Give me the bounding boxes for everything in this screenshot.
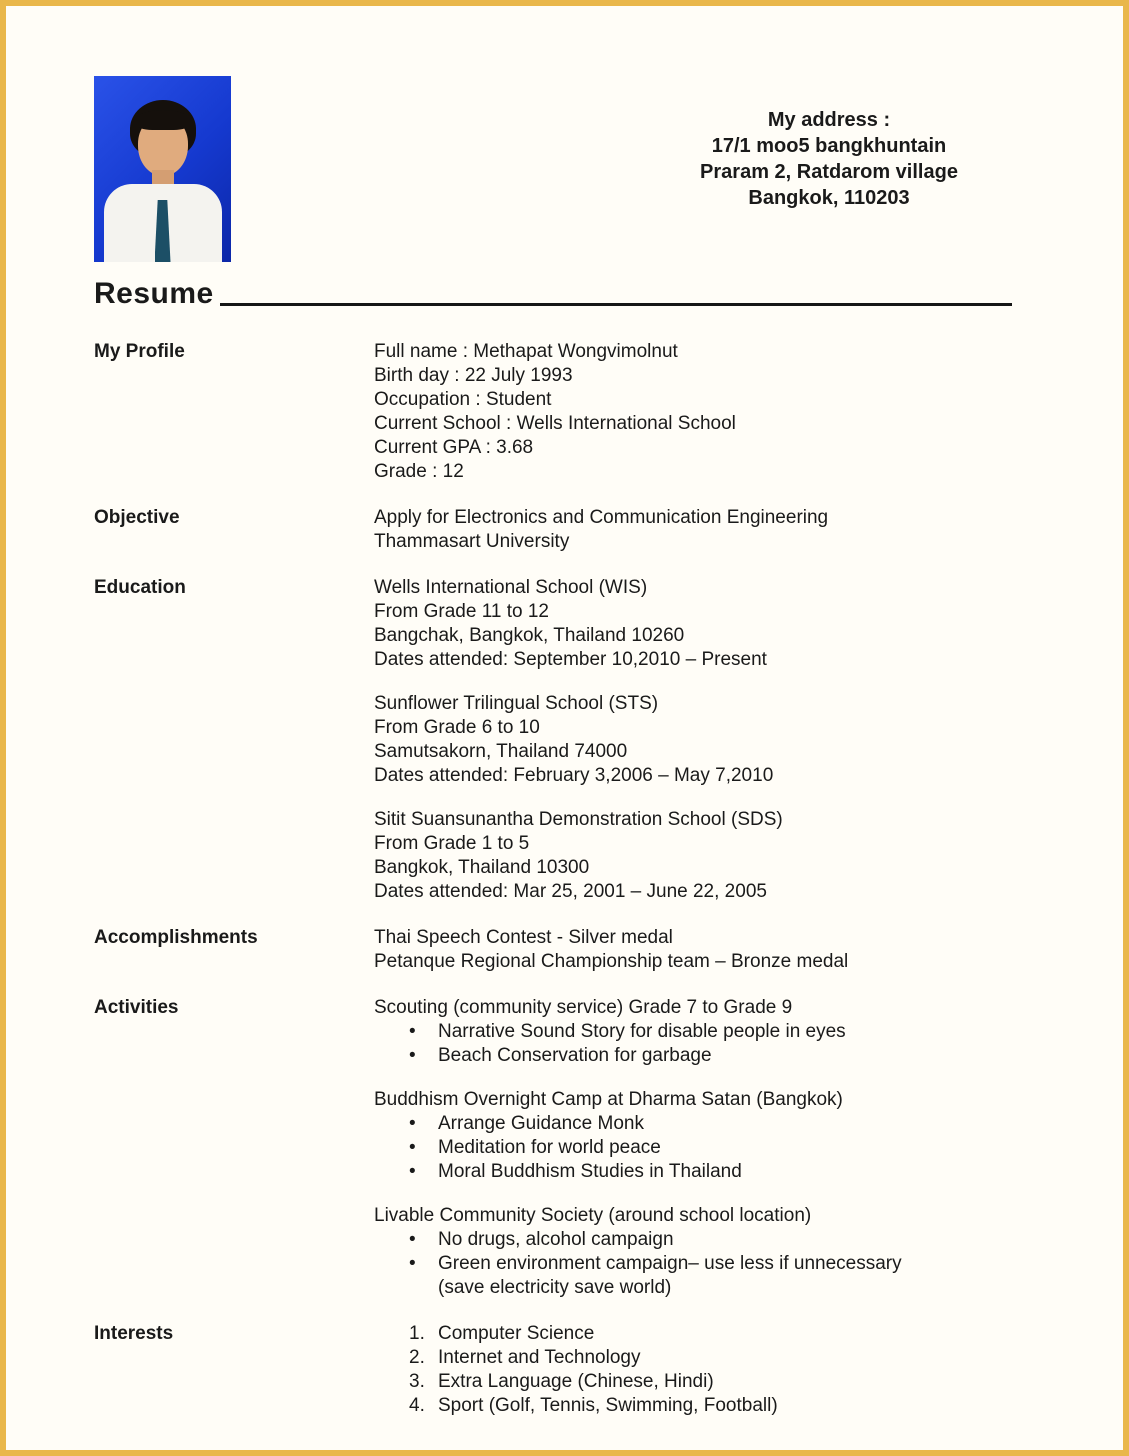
bullet-marker: • — [409, 1045, 416, 1066]
section-education — [94, 576, 1123, 904]
text-line — [374, 1020, 1023, 1044]
section-interests — [94, 1322, 1123, 1418]
text-line: Buddhism Overnight Camp at Dharma Satan (Bangkok) — [374, 1089, 843, 1110]
bullet-marker: • — [409, 1137, 416, 1158]
text-block — [374, 506, 1023, 554]
text-block — [374, 576, 1023, 672]
section-content-activities — [374, 996, 1123, 1300]
line-text: Meditation for world peace — [438, 1137, 661, 1158]
section-label-accomplishments: Accomplishments — [94, 927, 258, 948]
text-line: Scouting (community service) Grade 7 to Grade 9 — [374, 997, 793, 1018]
line-text: Extra Language (Chinese, Hindi) — [438, 1371, 714, 1392]
text-block — [374, 996, 1023, 1068]
line-text: Beach Conservation for garbage — [438, 1045, 712, 1066]
text-line: From Grade 6 to 10 — [374, 717, 540, 738]
bullet-marker: • — [409, 1253, 416, 1274]
line-text: Green environment campaign– use less if unnecessary — [438, 1253, 902, 1274]
line-text: Internet and Technology — [438, 1347, 641, 1368]
text-line: Wells International School (WIS) — [374, 577, 648, 598]
sections — [94, 340, 1123, 1418]
section-content-education — [374, 576, 1123, 904]
text-line: Sunflower Trilingual School (STS) — [374, 693, 659, 714]
line-text: Moral Buddhism Studies in Thailand — [438, 1161, 742, 1182]
text-line — [374, 1044, 1023, 1068]
text-line: Petanque Regional Championship team – Bronze medal — [374, 951, 849, 972]
title-row — [94, 277, 1123, 311]
text-line — [374, 1276, 1023, 1300]
line-text: Sport (Golf, Tennis, Swimming, Football) — [438, 1395, 778, 1416]
line-text: Narrative Sound Story for disable people in eyes — [438, 1021, 846, 1042]
section-content-profile — [374, 340, 1123, 484]
section-label-profile: My Profile — [94, 341, 185, 362]
text-line: From Grade 11 to 12 — [374, 601, 549, 622]
text-line — [374, 1252, 1023, 1276]
text-line: Dates attended: Mar 25, 2001 – June 22, 2005 — [374, 881, 767, 902]
line-text: No drugs, alcohol campaign — [438, 1229, 674, 1250]
section-profile — [94, 340, 1123, 484]
text-block — [374, 808, 1023, 904]
address-heading: My address : — [767, 109, 891, 131]
list-number: 4. — [409, 1395, 425, 1416]
text-line — [374, 1322, 1023, 1346]
address-block — [659, 107, 999, 211]
text-line: Thammasart University — [374, 531, 570, 552]
title-underline — [220, 303, 1012, 306]
address-line: Praram 2, Ratdarom village — [700, 161, 958, 183]
text-line: Full name : Methapat Wongvimolnut — [374, 341, 678, 362]
text-line — [374, 1160, 1023, 1184]
page-title: Resume — [94, 277, 214, 310]
text-block — [374, 926, 1023, 974]
section-accomplishments — [94, 926, 1123, 974]
section-label-objective: Objective — [94, 507, 180, 528]
list-number: 2. — [409, 1347, 425, 1368]
text-block — [374, 340, 1023, 484]
text-block — [374, 1322, 1023, 1418]
text-line: Current GPA : 3.68 — [374, 437, 534, 458]
bullet-marker: • — [409, 1161, 416, 1182]
text-block — [374, 1204, 1023, 1300]
text-line: Apply for Electronics and Communication Engineering — [374, 507, 829, 528]
profile-photo — [94, 76, 231, 262]
text-line — [374, 1370, 1023, 1394]
main-content — [94, 277, 1123, 1440]
text-line: Bangchak, Bangkok, Thailand 10260 — [374, 625, 685, 646]
section-content-objective — [374, 506, 1123, 554]
section-activities — [94, 996, 1123, 1300]
list-number: 3. — [409, 1371, 425, 1392]
section-objective — [94, 506, 1123, 554]
line-text: Arrange Guidance Monk — [438, 1113, 644, 1134]
text-block — [374, 692, 1023, 788]
bullet-marker: • — [409, 1229, 416, 1250]
text-line: From Grade 1 to 5 — [374, 833, 530, 854]
text-line: Samutsakorn, Thailand 74000 — [374, 741, 628, 762]
section-label-interests: Interests — [94, 1323, 174, 1344]
bullet-marker: • — [409, 1021, 416, 1042]
address-line: 17/1 moo5 bangkhuntain — [711, 135, 947, 157]
text-line: Bangkok, Thailand 10300 — [374, 857, 590, 878]
section-label-activities: Activities — [94, 997, 179, 1018]
bullet-marker: • — [409, 1113, 416, 1134]
line-text: Computer Science — [438, 1323, 595, 1344]
line-text: (save electricity save world) — [438, 1277, 672, 1298]
section-content-interests — [374, 1322, 1123, 1418]
text-line — [374, 1346, 1023, 1370]
text-line: Birth day : 22 July 1993 — [374, 365, 573, 386]
photo-fringe — [136, 110, 190, 130]
text-line: Thai Speech Contest - Silver medal — [374, 927, 673, 948]
section-content-accomplishments — [374, 926, 1123, 974]
list-number: 1. — [409, 1323, 425, 1344]
text-block — [374, 1088, 1023, 1184]
text-line: Grade : 12 — [374, 461, 464, 482]
text-line: Sitit Suansunantha Demonstration School (SDS) — [374, 809, 783, 830]
text-line — [374, 1136, 1023, 1160]
address-line: Bangkok, 110203 — [748, 187, 910, 209]
text-line — [374, 1228, 1023, 1252]
text-line: Occupation : Student — [374, 389, 552, 410]
text-line: Current School : Wells International School — [374, 413, 736, 434]
text-line: Livable Community Society (around school location) — [374, 1205, 812, 1226]
text-line: Dates attended: September 10,2010 – Present — [374, 649, 767, 670]
text-line — [374, 1394, 1023, 1418]
section-label-education: Education — [94, 577, 186, 598]
text-line: Dates attended: February 3,2006 – May 7,2010 — [374, 765, 774, 786]
text-line — [374, 1112, 1023, 1136]
